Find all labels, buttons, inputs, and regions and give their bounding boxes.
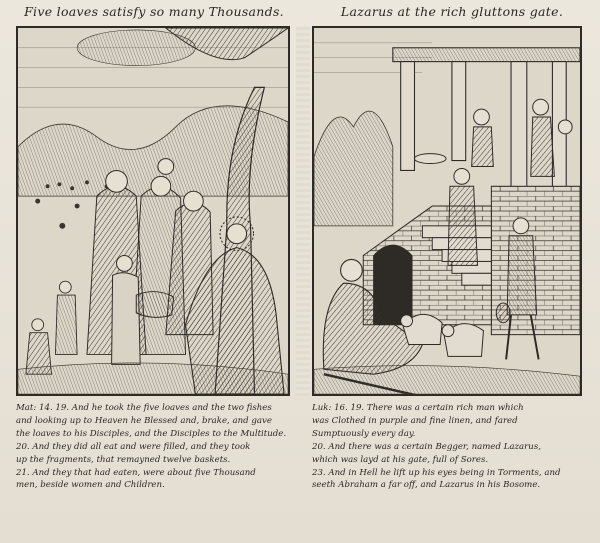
right-title: Lazarus at the rich gluttons gate. xyxy=(340,4,564,19)
scripture-line: seeth Abraham a far off, and Lazarus in his Bosome. xyxy=(312,480,541,491)
scripture-line: and looking up to Heaven he Blessed and, brake, and gave xyxy=(16,415,272,426)
scripture-line: men, beside women and Children. xyxy=(16,480,165,491)
left-engraving xyxy=(16,26,290,396)
scripture-line: which was layd at his gate, full of Sores. xyxy=(312,454,489,465)
scripture-line: up the fragments, that remayned twelve baskets. xyxy=(16,454,231,465)
right-engraving xyxy=(312,26,582,396)
scripture-line: 21. And they that had eaten, were about five Thousand xyxy=(16,467,256,478)
scripture-line: the loaves to his Disciples, and the Disciples to the Multitude. xyxy=(16,428,287,439)
feeding-scene-illustration xyxy=(18,28,288,394)
right-scripture-text xyxy=(312,402,588,540)
left-title: Five loaves satisfy so many Thousands. xyxy=(24,4,284,19)
scripture-line: 20. And there was a certain Begger, named Lazarus, xyxy=(312,441,541,452)
scripture-line: was Clothed in purple and fine linen, and fared xyxy=(312,415,518,426)
scripture-line: Sumptuously every day. xyxy=(312,428,416,439)
scripture-line: Luk: 16. 19. There was a certain rich man which xyxy=(312,403,524,413)
left-scripture-text xyxy=(16,402,298,540)
scripture-line: Mat: 14. 19. And he took the five loaves and the two fishes xyxy=(16,403,272,413)
gutter xyxy=(296,26,310,396)
scripture-line: 23. And in Hell he lift up his eyes being in Torments, and xyxy=(312,467,561,478)
scripture-line: 20. And they did all eat and were filled, and they took xyxy=(16,441,251,452)
lazarus-scene-illustration xyxy=(314,28,580,394)
